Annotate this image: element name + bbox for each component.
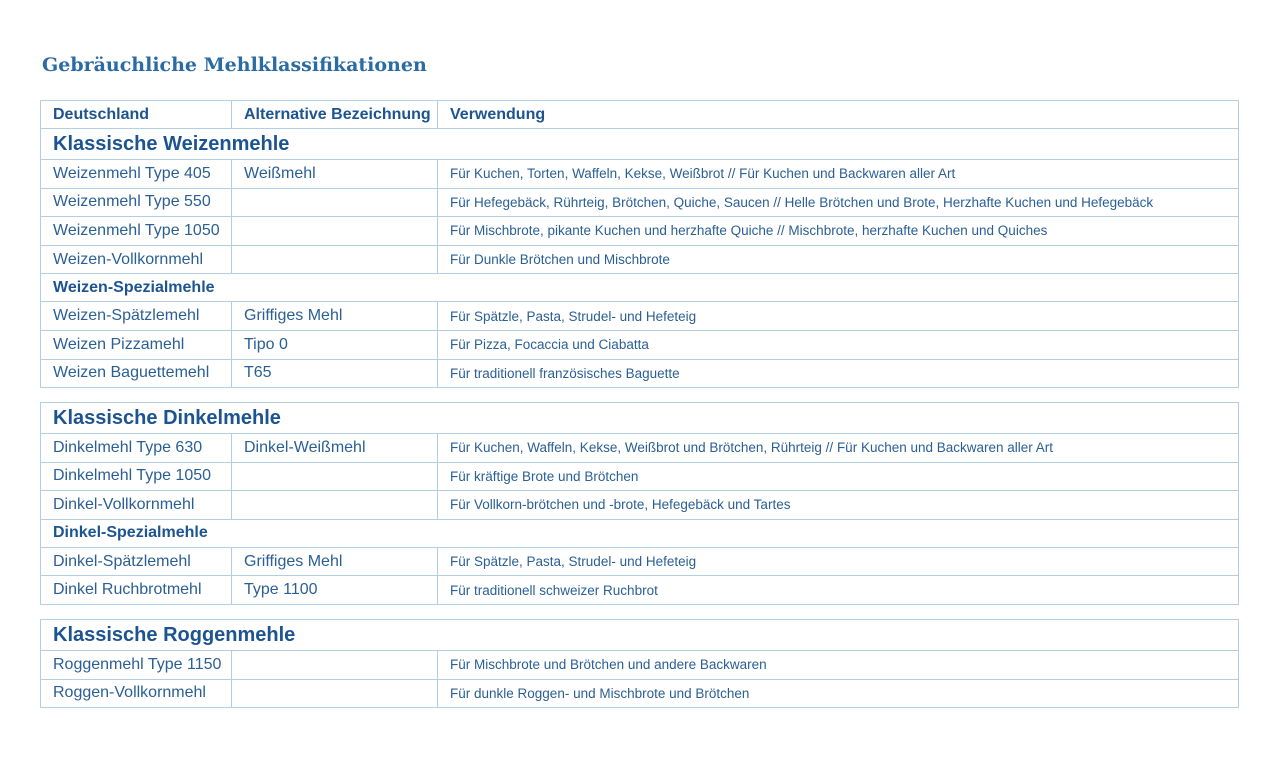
table-row (41, 330, 1239, 359)
alt-name: Griffiges Mehl (232, 302, 438, 331)
table-row (41, 547, 1239, 576)
alt-name: Type 1100 (232, 576, 438, 605)
table-header-row (41, 101, 1239, 129)
flour-name: Dinkel Ruchbrotmehl (41, 576, 232, 605)
flour-name: Weizenmehl Type 550 (41, 188, 232, 217)
table-row (41, 491, 1239, 520)
section-title-dinkel: Klassische Dinkelmehle (41, 403, 1239, 434)
alt-name: T65 (232, 359, 438, 388)
usage: Für Vollkorn-brötchen und -brote, Hefegebäck und Tartes (438, 491, 1239, 520)
header-alternative: Alternative Bezeichnung (232, 101, 438, 129)
flour-name: Weizen-Vollkornmehl (41, 245, 232, 274)
header-deutschland: Deutschland (41, 101, 232, 129)
flour-name: Weizen-Spätzlemehl (41, 302, 232, 331)
alt-name (232, 217, 438, 246)
usage: Für Kuchen, Torten, Waffeln, Kekse, Weißbrot // Für Kuchen und Backwaren aller Art (438, 160, 1239, 189)
section-row (41, 403, 1239, 434)
alt-name: Dinkel-Weißmehl (232, 434, 438, 463)
usage: Für Dunkle Brötchen und Mischbrote (438, 245, 1239, 274)
alt-name (232, 491, 438, 520)
usage: Für Spätzle, Pasta, Strudel- und Hefeteig (438, 547, 1239, 576)
flour-name: Roggenmehl Type 1150 (41, 651, 232, 680)
flour-name: Dinkelmehl Type 630 (41, 434, 232, 463)
usage: Für Hefegebäck, Rührteig, Brötchen, Quiche, Saucen // Helle Brötchen und Brote, Herzhafte Kuchen und Hefegebäck (438, 188, 1239, 217)
subsection-title-dinkel: Dinkel-Spezialmehle (41, 519, 1239, 547)
table-row (41, 188, 1239, 217)
table-row (41, 434, 1239, 463)
table-row (41, 359, 1239, 388)
flour-name: Weizenmehl Type 1050 (41, 217, 232, 246)
table-row (41, 679, 1239, 708)
flour-name: Weizen Baguettemehl (41, 359, 232, 388)
subsection-row (41, 274, 1239, 302)
table-row (41, 576, 1239, 605)
usage: Für Spätzle, Pasta, Strudel- und Hefeteig (438, 302, 1239, 331)
alt-name (232, 462, 438, 491)
alt-name (232, 245, 438, 274)
table-row (41, 651, 1239, 680)
alt-name: Tipo 0 (232, 330, 438, 359)
table-row (41, 245, 1239, 274)
usage: Für Mischbrote und Brötchen und andere Backwaren (438, 651, 1239, 680)
section-row (41, 129, 1239, 160)
section-title-roggen: Klassische Roggenmehle (41, 620, 1239, 651)
flour-name: Weizen Pizzamehl (41, 330, 232, 359)
usage: Für Pizza, Focaccia und Ciabatta (438, 330, 1239, 359)
usage: Für traditionell schweizer Ruchbrot (438, 576, 1239, 605)
table-row (41, 217, 1239, 246)
flour-name: Roggen-Vollkornmehl (41, 679, 232, 708)
usage: Für Kuchen, Waffeln, Kekse, Weißbrot und Brötchen, Rührteig // Für Kuchen und Backwaren aller Art (438, 434, 1239, 463)
header-verwendung: Verwendung (438, 101, 1239, 129)
section-row (41, 620, 1239, 651)
weizen-table (40, 100, 1239, 388)
table-row (41, 462, 1239, 491)
alt-name (232, 651, 438, 680)
alt-name (232, 679, 438, 708)
section-title-weizen: Klassische Weizenmehle (41, 129, 1239, 160)
subsection-title-weizen: Weizen-Spezialmehle (41, 274, 1239, 302)
flour-name: Dinkel-Vollkornmehl (41, 491, 232, 520)
flour-name: Dinkel-Spätzlemehl (41, 547, 232, 576)
page-title: Gebräuchliche Mehlklassifikationen (42, 54, 427, 76)
usage: Für dunkle Roggen- und Mischbrote und Brötchen (438, 679, 1239, 708)
table-row (41, 302, 1239, 331)
alt-name (232, 188, 438, 217)
table-row (41, 160, 1239, 189)
subsection-row (41, 519, 1239, 547)
flour-name: Weizenmehl Type 405 (41, 160, 232, 189)
flour-name: Dinkelmehl Type 1050 (41, 462, 232, 491)
alt-name: Weißmehl (232, 160, 438, 189)
alt-name: Griffiges Mehl (232, 547, 438, 576)
roggen-table (40, 619, 1239, 708)
usage: Für traditionell französisches Baguette (438, 359, 1239, 388)
dinkel-table (40, 402, 1239, 605)
usage: Für kräftige Brote und Brötchen (438, 462, 1239, 491)
usage: Für Mischbrote, pikante Kuchen und herzhafte Quiche // Mischbrote, herzhafte Kuchen und Quiches (438, 217, 1239, 246)
